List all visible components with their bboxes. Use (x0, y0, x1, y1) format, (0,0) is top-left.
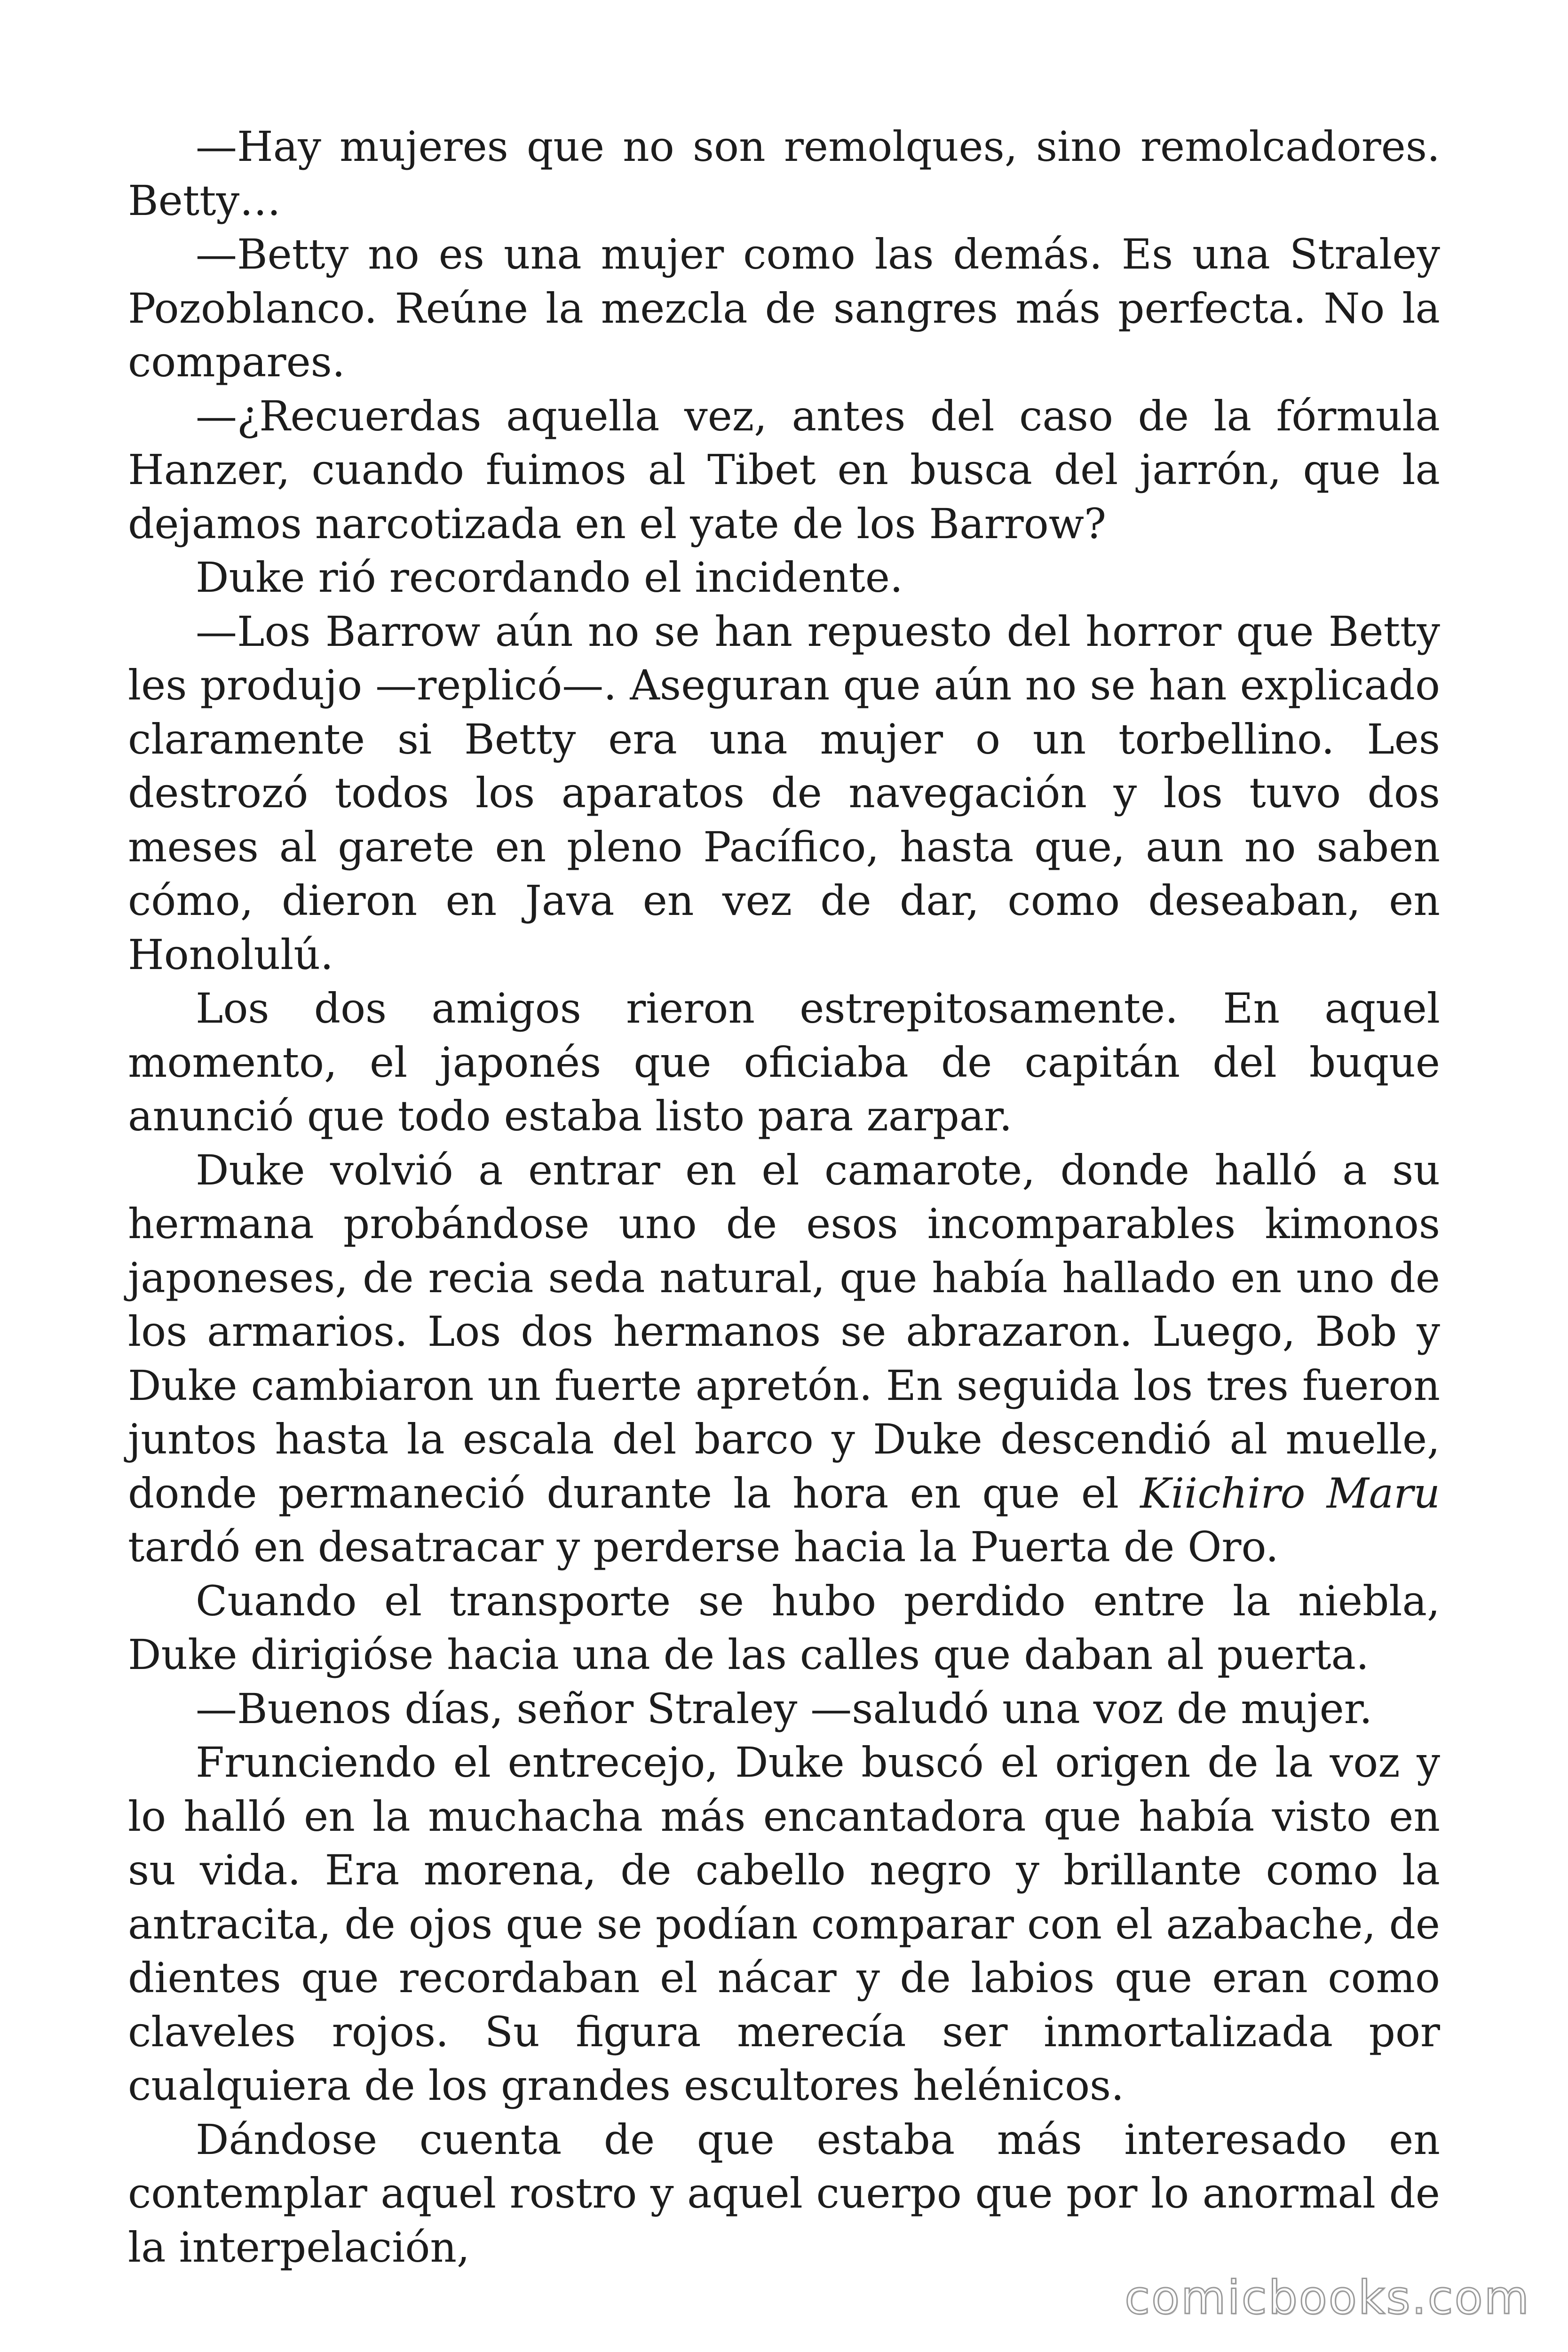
watermark: comicbooks.com (1125, 2271, 1530, 2325)
book-page-text (128, 120, 1440, 2274)
ship-name: Kiichiro Maru (1140, 1469, 1441, 1518)
paragraph: Dándose cuenta de que estaba más interesado en contemplar aquel rostro y aquel cuerpo que por lo anormal de la interpelación, (128, 2115, 1440, 2272)
paragraph-text: Duke volvió a entrar en el camarote, donde halló a su hermana probándose uno de esos incomparables kimonos japoneses, de recia seda natural, que había hallado en uno de los armarios. Los dos hermanos se abrazaron. Luego, Bob y Duke cambiaron un fuerte apretón. En seguida los tres fueron juntos hasta la escala del barco y Duke descendió al muelle, donde permaneció durante la hora en que el (128, 1145, 1440, 1518)
paragraph: —Los Barrow aún no se han repuesto del horror que Betty les produjo —replicó—. Aseguran que aún no se han explicado claramente si Betty era una mujer o un torbellino. Les destrozó todos los aparatos de navegación y los tuvo dos meses al garete en pleno Pacífico, hasta que, aun no saben cómo, dieron en Java en vez de dar, como deseaban, en Honolulú. (128, 607, 1440, 979)
paragraph: Frunciendo el entrecejo, Duke buscó el origen de la voz y lo halló en la muchacha más encantadora que había visto en su vida. Era morena, de cabello negro y brillante como la antracita, de ojos que se podían comparar con el azabache, de dientes que recordaban el nácar y de labios que eran como claveles rojos. Su figura merecía ser inmortalizada por cualquiera de los grandes escultores helénicos. (128, 1738, 1440, 2110)
paragraph (128, 1144, 1440, 1574)
paragraph-text: tardó en desatracar y perderse hacia la Puerta de Oro. (128, 1523, 1279, 1571)
paragraph: —Betty no es una mujer como las demás. Es una Straley Pozoblanco. Reúne la mezcla de sangres más perfecta. No la compares. (128, 230, 1440, 386)
paragraph: —¿Recuerdas aquella vez, antes del caso de la fórmula Hanzer, cuando fuimos al Tibet en busca del jarrón, que la dejamos narcotizada en el yate de los Barrow? (128, 391, 1440, 548)
paragraph: Los dos amigos rieron estrepitosamente. En aquel momento, el japonés que oficiaba de capitán del buque anunció que todo estaba listo para zarpar. (128, 984, 1440, 1140)
paragraph: —Hay mujeres que no son remolques, sino remolcadores. Betty… (128, 122, 1440, 225)
paragraph: —Buenos días, señor Straley —saludó una voz de mujer. (196, 1684, 1373, 1733)
paragraph: Cuando el transporte se hubo perdido entre la niebla, Duke dirigióse hacia una de las calles que daban al puerta. (128, 1576, 1440, 1679)
paragraph: Duke rió recordando el incidente. (196, 553, 903, 602)
